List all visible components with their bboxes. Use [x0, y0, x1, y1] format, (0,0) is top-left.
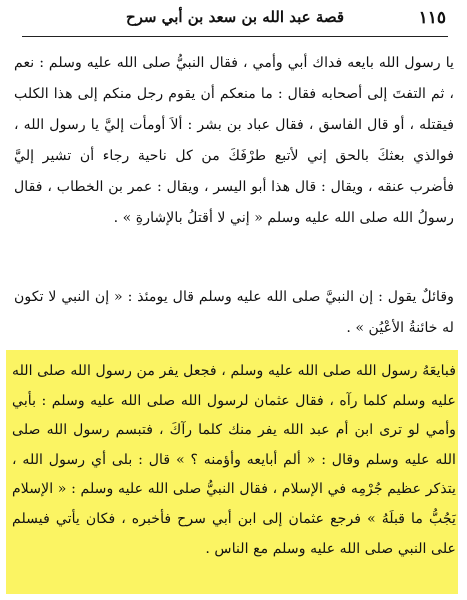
page-number: ١١٥ [418, 8, 446, 28]
paragraph-3-highlighted: فبايعَهُ رسول الله صلى الله عليه وسلم ، فجعل يفر من رسول الله صلى الله عليه وسلم كلما رآه ، فقال عثمان لرسول الله صلى الله عليه وسلم : بأبي وأمي لو ترى ابن أم عبد الله يفر منك كلما رآكَ ، فتبسم رسول الله صلى الله عليه وسلم وقال : « ألم أبايعه وأؤمنه ؟ » قال : بلى أي رسول الله ، يتذكر عظيم جُرْمِه في الإسلام ، فقال النبيُّ صلى الله عليه وسلم : « الإسلام يَجُبُّ ما قبلَهُ » فرجع عثمان إلى ابن أبي سرح فأخبره ، فكان يأتي فيسلم على النبي صلى الله عليه وسلم مع الناس . [12, 363, 456, 557]
page-header [20, 2, 450, 36]
paragraph-2: وقائلٌ يقول : إن النبيَّ صلى الله عليه وسلم قال يومئذ : « إن النبي لا تكون له خائنةُ الأعْيُن » . [14, 289, 454, 336]
running-title: قصة عبد الله بن سعد بن أبي سرح [125, 8, 345, 26]
paragraph-1: يا رسول الله بايعه فداك أبي وأمي ، فقال النبيُّ صلى الله عليه وسلم : نعم ، ثم التفتَ إلى أصحابه فقال : ما منعكم أن يقوم رجل منكم إلى هذا الكلب فيقتله ، أو قال الفاسق ، فقال عباد بن بشر : ألاَ أومأت إليَّ يا رسول الله ، فوالذي بعثكَ بالحق إني لأتبع طرْفَكَ من كل ناحية رجاء أن تشير إليَّ فأضرب عنقه ، ويقال : قال هذا أبو اليسر ، ويقال : عمر بن الخطاب ، فقال رسولُ الله صلى الله عليه وسلم « إني لا أقتلُ بالإشارةِ » . [14, 55, 454, 226]
header-rule [22, 36, 448, 37]
